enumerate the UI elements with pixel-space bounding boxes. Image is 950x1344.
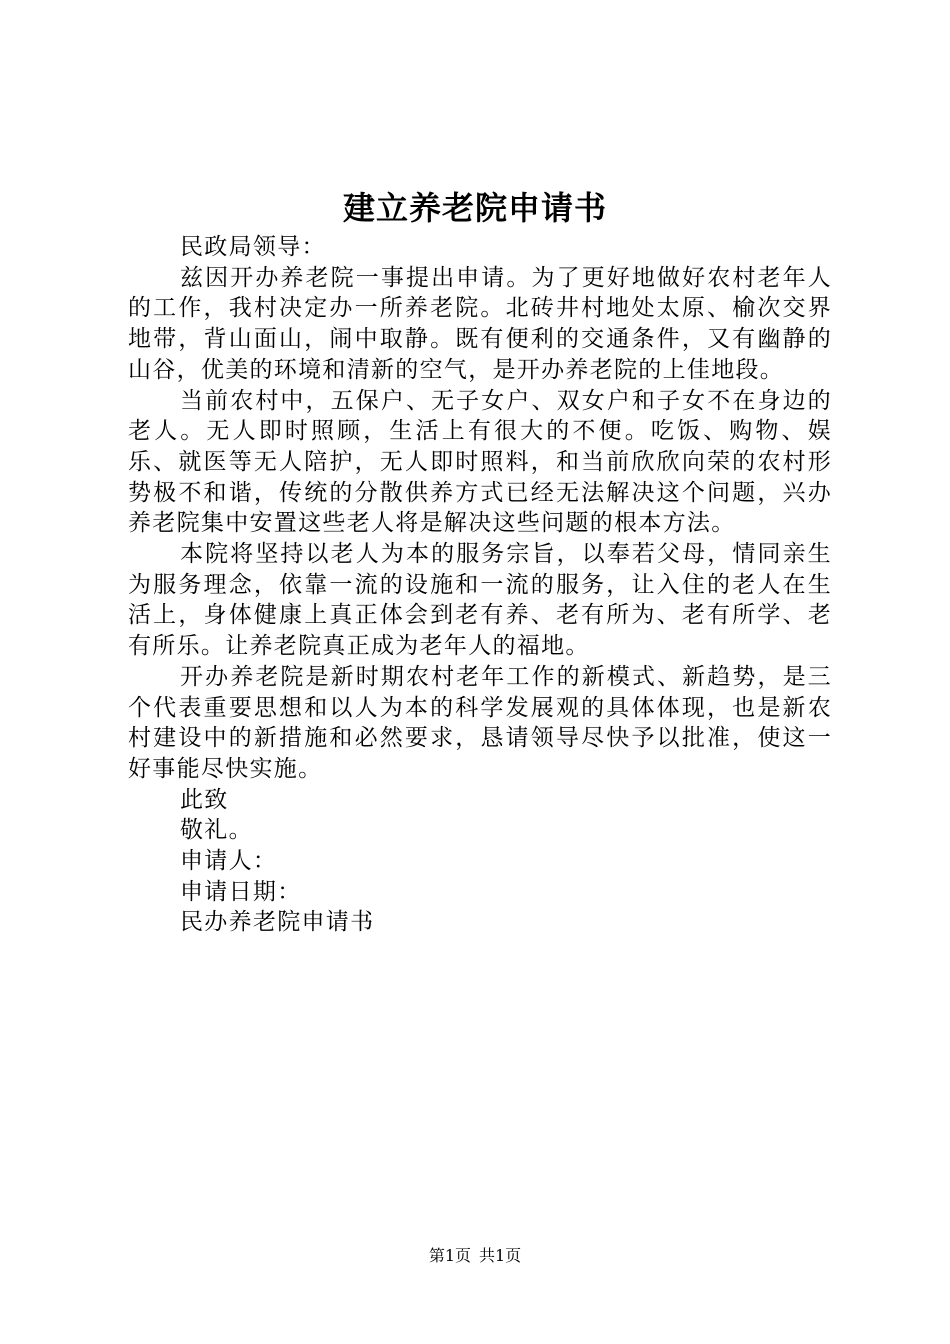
page-footer	[0, 1244, 950, 1268]
document-title: 建立养老院申请书	[342, 189, 607, 227]
subtitle-line: 民办养老院申请书	[180, 909, 375, 936]
paragraph-1: 兹因开办养老院一事提出申请。为了更好地做好农村老年人的工作，我村决定办一所养老院。北砖井村地处太原、榆次交界地带，背山面山，闹中取静。既有便利的交通条件，又有幽静的山谷，优美的环境和清新的空气，是开办养老院的上佳地段。	[128, 264, 832, 383]
paragraph-3: 本院将坚持以老人为本的服务宗旨，以奉若父母，情同亲生为服务理念，依靠一流的设施和一流的服务，让入住的老人在生活上，身体健康上真正体会到老有养、老有所为、老有所学、老有所乐。让养老院真正成为老年人的福地。	[128, 541, 832, 660]
paragraph-2: 当前农村中，五保户、无子女户、双女户和子女不在身边的老人。无人即时照顾，生活上有很大的不便。吃饭、购物、娱乐、就医等无人陪护，无人即时照料，和当前欣欣向荣的农村形势极不和谐，传统的分散供养方式已经无法解决这个问题，兴办养老院集中安置这些老人将是解决这些问题的根本方法。	[128, 387, 832, 537]
date-label: 申请日期：	[180, 878, 302, 905]
page-number-total: 共1页	[479, 1246, 522, 1265]
paragraph-4: 开办养老院是新时期农村老年工作的新模式、新趋势，是三个代表重要思想和以人为本的科学发展观的具体体现，也是新农村建设中的新措施和必然要求，恳请领导尽快予以批准，使这一好事能尽快实施。	[128, 663, 832, 782]
closing-line-1: 此致	[180, 786, 229, 813]
applicant-label: 申请人：	[180, 848, 278, 875]
closing-line-2: 敬礼。	[180, 817, 253, 844]
document-body	[128, 232, 832, 938]
salutation: 民政局领导：	[180, 234, 326, 260]
page-number-current: 第1页	[428, 1246, 471, 1265]
